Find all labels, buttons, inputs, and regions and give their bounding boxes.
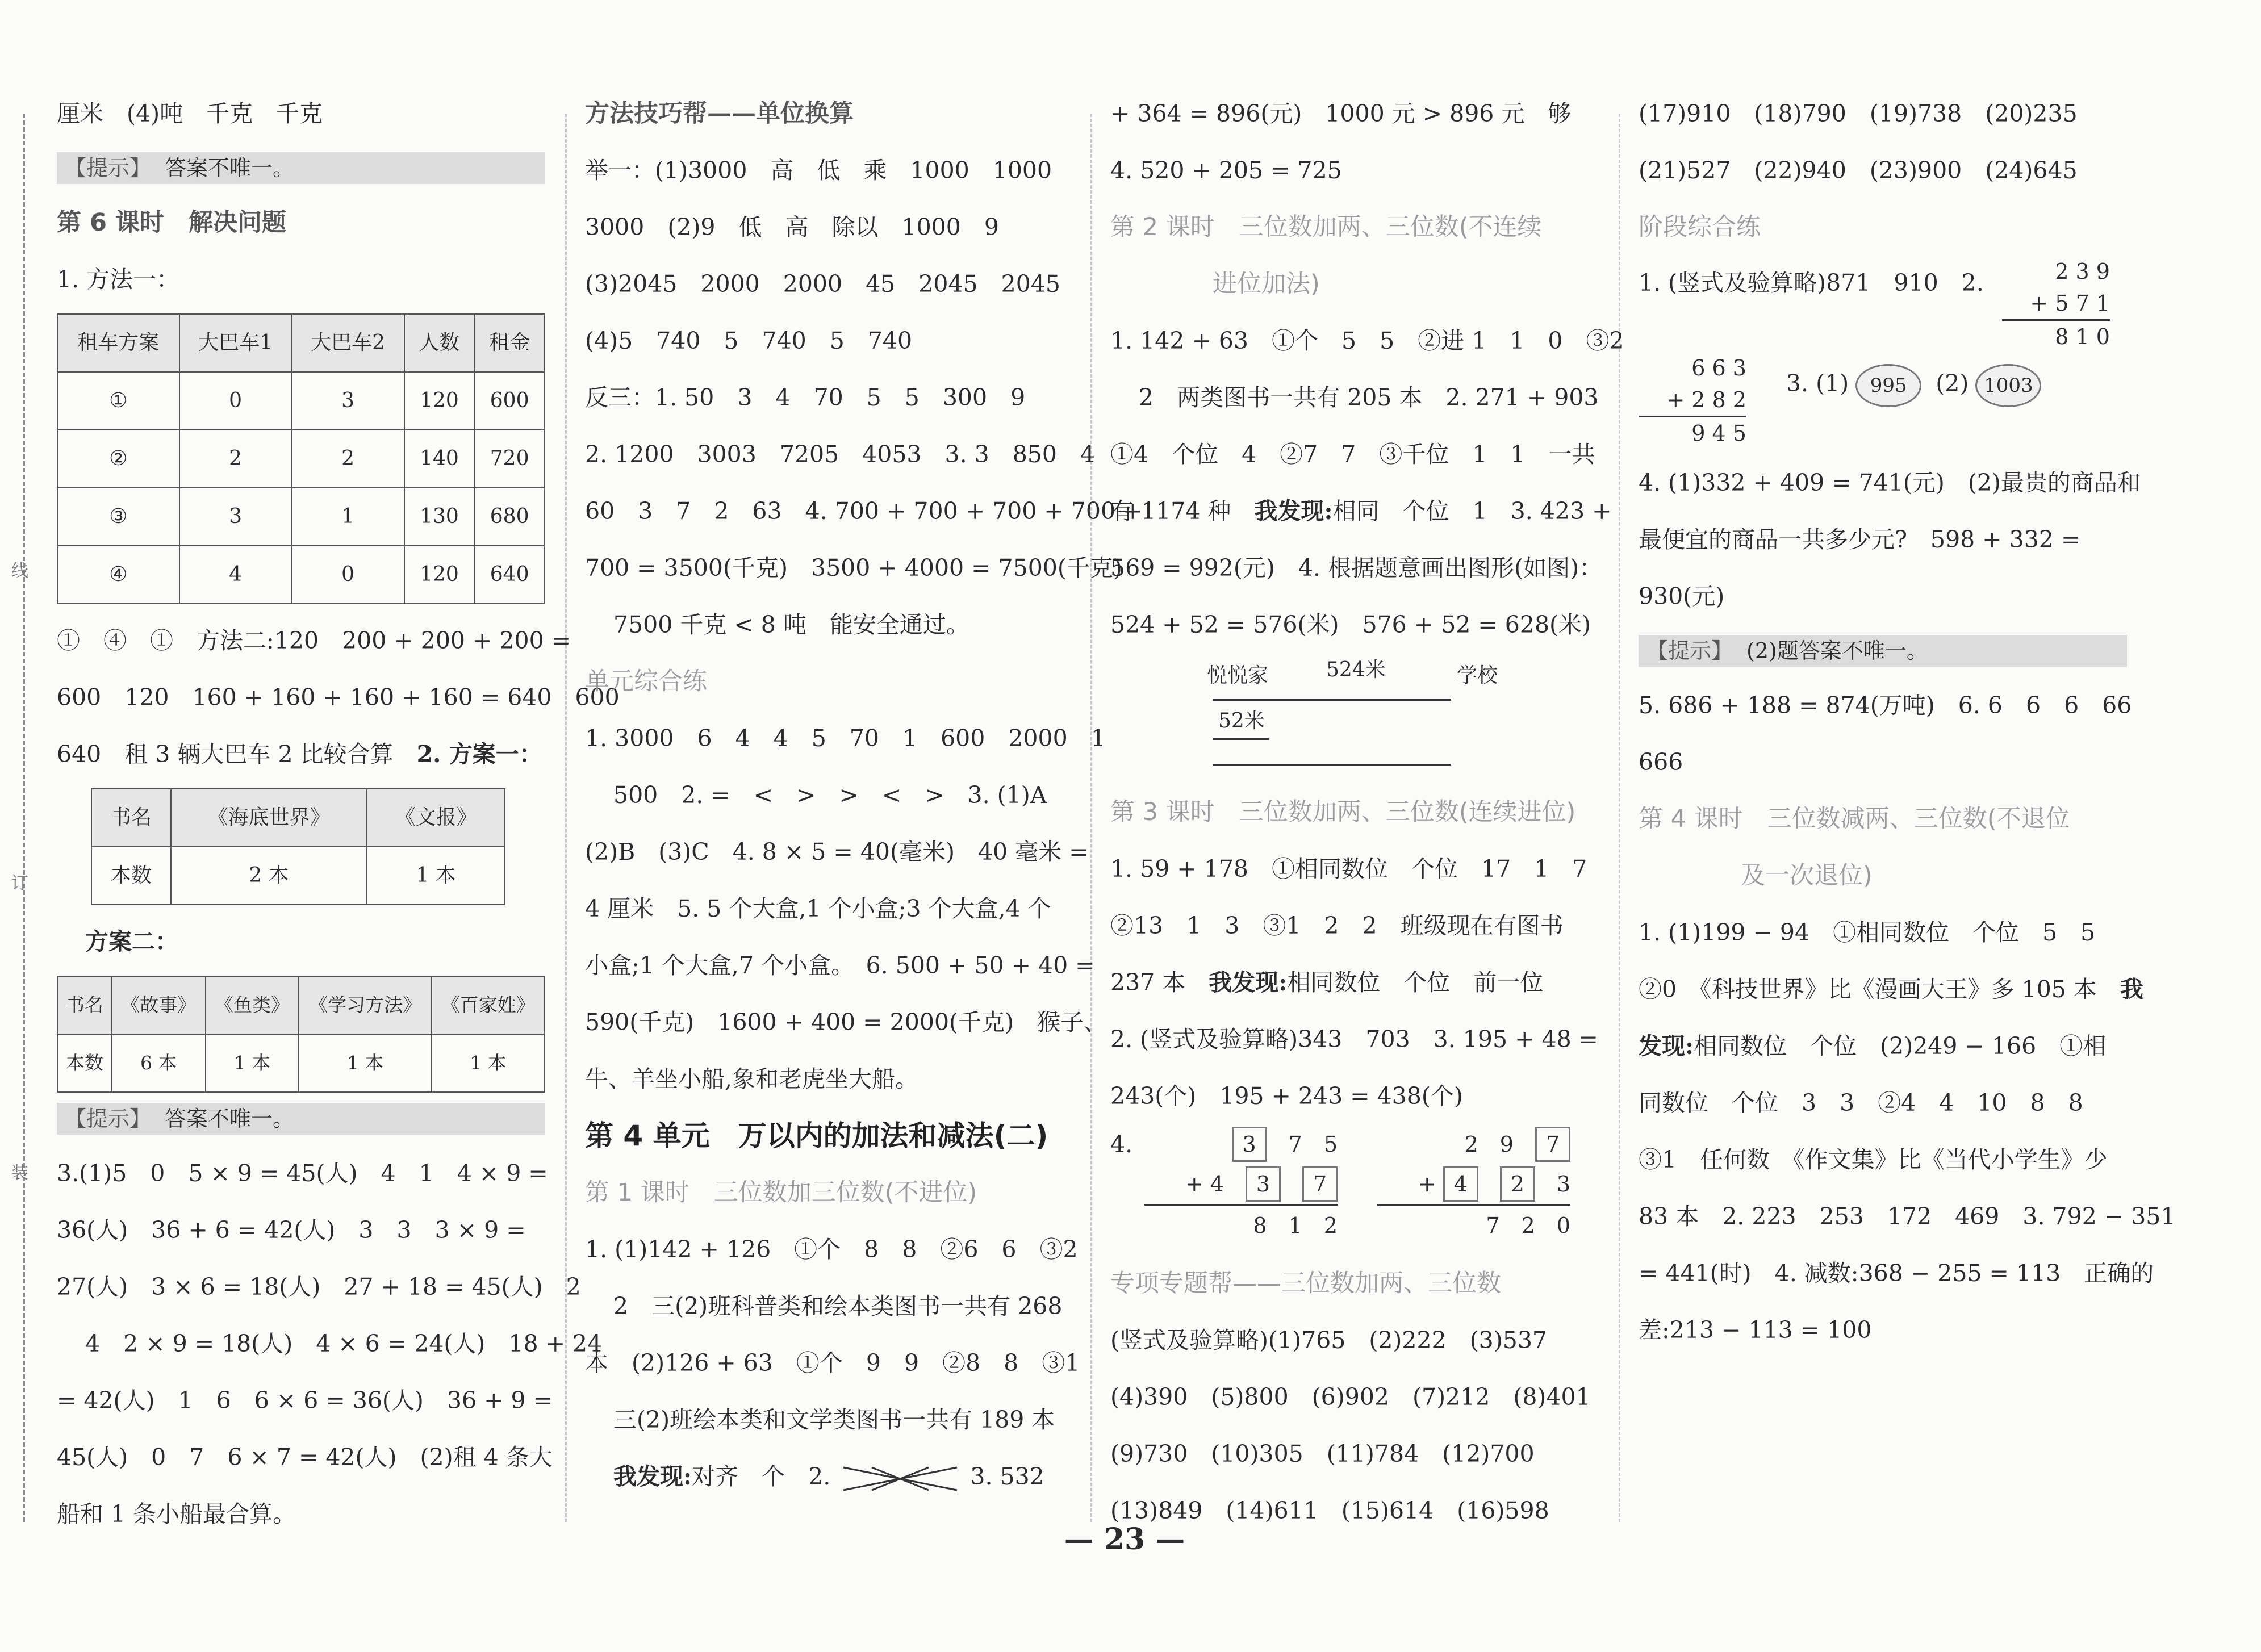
table-cell: 4 <box>179 546 292 604</box>
hint-text: (2)题答案不唯一。 <box>1746 638 1928 663</box>
digit: 7 <box>1288 1132 1302 1157</box>
table-cell: 本数 <box>91 847 171 905</box>
table-row <box>91 847 505 905</box>
table-header: 《鱼类》 <box>206 976 299 1034</box>
unit-heading: 第 4 单元 万以内的加法和减法(二) <box>585 1119 1048 1152</box>
text-line: 4 厘米 5. 5 个大盒,1 个小盒;3 个大盒,4 个 <box>585 895 1051 922</box>
text-span: 3. (1) <box>1786 370 1849 397</box>
hint-text: 答案不唯一。 <box>165 156 295 181</box>
text-line: 牛、羊坐小船,象和老虎坐大船。 <box>585 1065 919 1093</box>
table-cell: 120 <box>404 372 475 430</box>
lesson-heading: 第 2 课时 三位数加两、三位数(不连续 <box>1110 213 1542 241</box>
text-line: 45(人) 0 7 6 × 7 = 42(人) (2)租 4 条大 <box>57 1444 553 1471</box>
text-line: 举一：(1)3000 高 低 乘 1000 1000 <box>585 157 1052 184</box>
answer-column-4 <box>1639 85 2176 1516</box>
flower-icon: 995 <box>1855 364 1921 407</box>
text-line: 7500 千克 < 8 吨 能安全通过。 <box>613 611 969 638</box>
text-line: 4. (1)332 + 409 = 741(元) (2)最贵的商品和 <box>1639 469 2141 496</box>
hint-label: 【提示】 <box>65 1106 152 1131</box>
lesson-heading: 第 6 课时 解决问题 <box>57 208 286 237</box>
digit: 2 <box>1323 1213 1338 1238</box>
digit: 1 <box>1288 1213 1302 1238</box>
text-line: (21)527 (22)940 (23)900 (24)645 <box>1639 157 2078 184</box>
answer-box: 3 <box>1246 1166 1281 1202</box>
table-cell: 140 <box>404 430 475 488</box>
table-row <box>57 546 545 604</box>
table-header: 书名 <box>91 789 171 847</box>
table-cell: 0 <box>179 372 292 430</box>
text-line: 最便宜的商品一共多少元? 598 + 332 = <box>1639 526 2081 553</box>
table-cell: 640 <box>474 546 545 604</box>
lesson-heading: 第 1 课时 三位数加三位数(不进位) <box>585 1178 977 1207</box>
text-line: 差:213 − 113 = 100 <box>1639 1316 1872 1344</box>
digit: 2 <box>1464 1132 1478 1157</box>
text-line: (4)5 740 5 740 5 740 <box>585 327 913 354</box>
vertical-row: + 2 8 2 <box>1666 387 1746 412</box>
answer-box: 4 <box>1443 1166 1478 1202</box>
text-line: ③1 任何数 《作文集》比《当代小学生》少 <box>1639 1146 2108 1173</box>
table-header: 大巴车1 <box>179 314 292 372</box>
text-line: 27(人) 3 × 6 = 18(人) 27 + 18 = 45(人) 2 <box>57 1273 581 1300</box>
hint-label: 【提示】 <box>65 156 152 181</box>
vertical-row: 8 1 0 <box>2002 319 2110 353</box>
plan-one-table <box>91 788 505 905</box>
vertical-addition: 2 9 7 + 4 2 3 7 2 0 <box>1377 1124 1570 1245</box>
text-line: 1. 方法一： <box>57 266 180 293</box>
table-cell: 3 <box>179 488 292 546</box>
text-line: 2. (竖式及验算略)343 703 3. 195 + 48 = <box>1110 1026 1599 1053</box>
text-line <box>57 726 545 783</box>
hint-box <box>57 1103 545 1135</box>
text-line: 1. (竖式及验算略)871 910 2. <box>1639 269 1984 296</box>
column-divider <box>565 114 567 1522</box>
text-line: 569 = 992(元) 4. 根据题意画出图形(如图)： <box>1110 554 1603 582</box>
text-line <box>585 1448 1073 1505</box>
matching-lines-icon <box>838 1462 963 1496</box>
text-span: 相同数位 个位 前一位 <box>1287 969 1544 996</box>
vertical-addition <box>2002 256 2110 353</box>
text-line: 3.(1)5 0 5 × 9 = 45(人) 4 1 4 × 9 = <box>57 1160 548 1187</box>
text-line: + 364 = 896(元) 1000 元 > 896 元 够 <box>1110 100 1572 127</box>
text-line: 3000 (2)9 低 高 除以 1000 9 <box>585 214 999 241</box>
text-span: 方案二： <box>85 928 178 955</box>
text-line <box>1639 1018 2127 1074</box>
text-line: 243(个) 195 + 243 = 438(个) <box>1110 1082 1463 1110</box>
flower-icon: 1003 <box>1975 364 2041 407</box>
binding-line <box>23 114 25 1522</box>
table-row <box>57 488 545 546</box>
diagram-short-line <box>1213 738 1269 740</box>
text-line: 同数位 个位 3 3 ②4 4 10 8 8 <box>1639 1089 2083 1116</box>
text-span: 我发现: <box>1209 969 1288 996</box>
text-line: 4. 520 + 205 = 725 <box>1110 157 1342 184</box>
text-line: 700 = 3500(千克) 3500 + 4000 = 7500(千克) <box>585 554 1122 582</box>
vertical-addition <box>1639 352 1746 449</box>
table-cell: 3 <box>292 372 404 430</box>
lesson-heading: 第 3 课时 三位数加两、三位数(连续进位) <box>1110 798 1576 826</box>
text-line: 36(人) 36 + 6 = 42(人) 3 3 3 × 9 = <box>57 1216 526 1244</box>
table-header: 《文报》 <box>367 789 505 847</box>
table-cell: 680 <box>474 488 545 546</box>
question-number: 4. <box>1110 1131 1133 1158</box>
text-line: (2)B (3)C 4. 8 × 5 = 40(毫米) 40 毫米 = <box>585 838 1089 865</box>
answer-column-3 <box>1110 85 1624 1524</box>
digit: 7 <box>1486 1213 1500 1238</box>
table-cell: 1 <box>292 488 404 546</box>
table-cell: 720 <box>474 430 545 488</box>
diagram-label-school: 学校 <box>1457 664 1498 687</box>
section-heading: 专项专题帮——三位数加两、三位数 <box>1110 1269 1501 1298</box>
table-cell: ③ <box>57 488 179 546</box>
hint-label: 【提示】 <box>1646 638 1733 663</box>
vertical-row: 9 4 5 <box>1639 416 1746 449</box>
hint-box <box>57 152 545 184</box>
table-cell: ② <box>57 430 179 488</box>
digit: 9 <box>1499 1132 1514 1157</box>
answer-box: 2 <box>1500 1166 1535 1202</box>
text-line: 930(元) <box>1639 583 1725 610</box>
text-line: 2 三(2)班科普类和绘本类图书一共有 268 <box>613 1293 1063 1320</box>
text-line: 590(千克) 1600 + 400 = 2000(千克) 猴子、 <box>585 1009 1107 1036</box>
text-line <box>1110 483 1612 539</box>
text-line: = 42(人) 1 6 6 × 6 = 36(人) 36 + 9 = <box>57 1387 553 1414</box>
diagram-main-line <box>1213 699 1451 701</box>
text-line: 本 (2)126 + 63 ①个 9 9 ②8 8 ③1 <box>585 1349 1080 1377</box>
diagram-label-distance: 524米 <box>1326 658 1386 681</box>
digit: 3 <box>1556 1172 1570 1197</box>
text-line: 1. (1)199 − 94 ①相同数位 个位 5 5 <box>1639 919 2096 946</box>
table-cell: 1 本 <box>432 1034 545 1092</box>
digit: 0 <box>1556 1213 1570 1238</box>
lesson-heading: 第 4 课时 三位数减两、三位数(不退位 <box>1639 805 2070 833</box>
table-row <box>57 430 545 488</box>
table-cell: 1 本 <box>367 847 505 905</box>
text-span: 有 1174 种 <box>1110 497 1231 525</box>
column-divider <box>1619 114 1620 1522</box>
text-span: 我发现: <box>613 1463 692 1490</box>
text-line: 反三：1. 50 3 4 70 5 5 300 9 <box>585 384 1026 411</box>
text-span: 我发现: <box>1254 497 1333 525</box>
table-cell: 2 本 <box>171 847 367 905</box>
plan-two-table <box>57 976 545 1093</box>
answer-column-2 <box>585 85 1143 1516</box>
vertical-row: 2 3 9 <box>2055 259 2110 284</box>
digit: 8 <box>1253 1213 1267 1238</box>
diagram-total-line <box>1213 764 1451 766</box>
lesson-heading: 进位加法) <box>1213 270 1320 298</box>
table-cell: 120 <box>404 546 475 604</box>
table-cell: 1 本 <box>206 1034 299 1092</box>
hint-box <box>1639 635 2127 667</box>
text-span: ②0 《科技世界》比《漫画大王》多 105 本 <box>1639 976 2097 1003</box>
vertical-row: 6 6 3 <box>1691 356 1746 380</box>
digit: + 4 <box>1185 1172 1224 1197</box>
table-cell: 0 <box>292 546 404 604</box>
table-header: 书名 <box>57 976 112 1034</box>
text-line: 4 2 × 9 = 18(人) 4 × 6 = 24(人) 18 + 24 <box>85 1330 603 1357</box>
text-line: 500 2. = < > > < > 3. (1)A <box>613 781 1047 809</box>
text-line: 83 本 2. 223 253 172 469 3. 792 − 351 <box>1639 1203 2176 1230</box>
text-line: 600 120 160 + 160 + 160 + 160 = 640 600 <box>57 684 620 711</box>
text-span: 方法技巧帮——单位换算 <box>585 99 854 128</box>
text-line: (4)390 (5)800 (6)902 (7)212 (8)401 <box>1110 1383 1591 1411</box>
text-span: 对齐 个 2. <box>692 1463 831 1490</box>
text-line: 厘米 (4)吨 千克 千克 <box>57 100 323 127</box>
text-line: 小盒;1 个大盒,7 个小盒。 6. 500 + 50 + 40 = <box>585 952 1095 979</box>
table-cell: 1 本 <box>299 1034 432 1092</box>
section-heading: 阶段综合练 <box>1639 213 1761 241</box>
text-line: 1. 142 + 63 ①个 5 5 ②进 1 1 0 ③2 <box>1110 327 1624 354</box>
table-header: 《故事》 <box>112 976 206 1034</box>
digit: 2 <box>1521 1213 1535 1238</box>
text-line: (9)730 (10)305 (11)784 (12)700 <box>1110 1440 1535 1467</box>
diagram-label-short: 52米 <box>1218 709 1265 733</box>
digit: 5 <box>1323 1132 1338 1157</box>
answer-box: 7 <box>1302 1166 1338 1202</box>
text-span: 237 本 <box>1110 969 1186 996</box>
text-span: 相同数位 个位 (2)249 − 166 ①相 <box>1694 1032 2107 1060</box>
text-line <box>1110 954 1599 1011</box>
text-span: 我 <box>2120 976 2143 1003</box>
text-line: 666 <box>1639 748 1683 776</box>
diagram-label-home: 悦悦家 <box>1207 664 1269 687</box>
vertical-row: + 5 7 1 <box>2030 291 2110 316</box>
answer-box: 7 <box>1535 1127 1570 1162</box>
text-line: ②13 1 3 ③1 2 2 班级现在有图书 <box>1110 912 1564 939</box>
table-header: 人数 <box>404 314 475 372</box>
answer-column-1 <box>57 85 620 1528</box>
table-header: 《百家姓》 <box>432 976 545 1034</box>
text-line: (13)849 (14)611 (15)614 (16)598 <box>1110 1497 1549 1524</box>
text-line: ① ④ ① 方法二:120 200 + 200 + 200 = <box>57 627 571 654</box>
text-line: 船和 1 条小船最合算。 <box>57 1500 296 1528</box>
table-cell: 6 本 <box>112 1034 206 1092</box>
text-line: = 441(时) 4. 减数:368 − 255 = 113 正确的 <box>1639 1260 2154 1287</box>
binding-mark-zhuang: 装 <box>11 1163 28 1183</box>
text-line: (17)910 (18)790 (19)738 (20)235 <box>1639 100 2078 127</box>
table-row <box>57 372 545 430</box>
text-line: 524 + 52 = 576(米) 576 + 52 = 628(米) <box>1110 611 1591 638</box>
text-line: 1. (1)142 + 126 ①个 8 8 ②6 6 ③2 <box>585 1236 1078 1263</box>
table-header: 租金 <box>474 314 545 372</box>
table-cell: ① <box>57 372 179 430</box>
text-span: 3. 532 <box>970 1463 1044 1490</box>
text-span: 2. 方案一： <box>416 741 542 768</box>
text-span: 相同 个位 1 3. 423 + <box>1332 497 1612 525</box>
table-header: 《海底世界》 <box>171 789 367 847</box>
table-row <box>57 1034 545 1092</box>
text-line: 5. 686 + 188 = 874(万吨) 6. 6 6 6 66 <box>1639 692 2132 719</box>
text-line <box>57 913 545 970</box>
stage-q3 <box>1639 352 2127 454</box>
page-number: — 23 — <box>1064 1522 1185 1557</box>
column-divider <box>1090 114 1092 1522</box>
table-cell: 130 <box>404 488 475 546</box>
table-header: 租车方案 <box>57 314 179 372</box>
page-number-value: 23 <box>1104 1522 1146 1557</box>
binding-mark-xian: 线 <box>11 561 28 581</box>
text-line: 2 两类图书一共有 205 本 2. 271 + 903 <box>1139 384 1599 411</box>
table-cell: 本数 <box>57 1034 112 1092</box>
table-cell: 2 <box>179 430 292 488</box>
text-line: ①4 个位 4 ②7 7 ③千位 1 1 一共 <box>1110 441 1595 468</box>
rental-plan-table <box>57 313 545 604</box>
table-cell: ④ <box>57 546 179 604</box>
vertical-addition <box>1144 1124 1338 1245</box>
text-line: 1. 3000 6 4 4 5 70 1 600 2000 1 <box>585 725 1106 752</box>
text-line: 1. 59 + 178 ①相同数位 个位 17 1 7 <box>1110 855 1587 883</box>
section-heading: 单元综合练 <box>585 667 707 696</box>
text-line: 2. 1200 3003 7205 4053 3. 3 850 4 <box>585 441 1096 468</box>
answer-box: 3 <box>1232 1127 1267 1162</box>
table-cell: 2 <box>292 430 404 488</box>
text-line: 60 3 7 2 63 4. 700 + 700 + 700 + 700 + <box>585 497 1143 525</box>
text-span: 发现: <box>1639 1032 1694 1060</box>
table-header: 大巴车2 <box>292 314 404 372</box>
text-line: (3)2045 2000 2000 45 2045 2045 <box>585 270 1060 298</box>
vertical-addition-pair <box>1110 1124 1599 1255</box>
section-heading <box>585 85 1073 142</box>
lesson-heading: 及一次退位) <box>1741 861 1873 890</box>
hint-text: 答案不唯一。 <box>165 1106 295 1131</box>
binding-mark-ding: 订 <box>11 873 28 893</box>
stage-q1-q2 <box>1639 256 2127 352</box>
text-line: 三(2)班绘本类和文学类图书一共有 189 本 <box>613 1406 1055 1433</box>
flower-answers <box>1786 361 2048 407</box>
text-line: (竖式及验算略)(1)765 (2)222 (3)537 <box>1110 1327 1547 1354</box>
text-span: 640 租 3 辆大巴车 2 比较合算 <box>57 741 394 768</box>
distance-diagram <box>1110 653 1599 784</box>
text-line <box>1639 961 2143 1018</box>
table-cell: 600 <box>474 372 545 430</box>
table-header: 《学习方法》 <box>299 976 432 1034</box>
text-span: (2) <box>1936 370 1969 397</box>
